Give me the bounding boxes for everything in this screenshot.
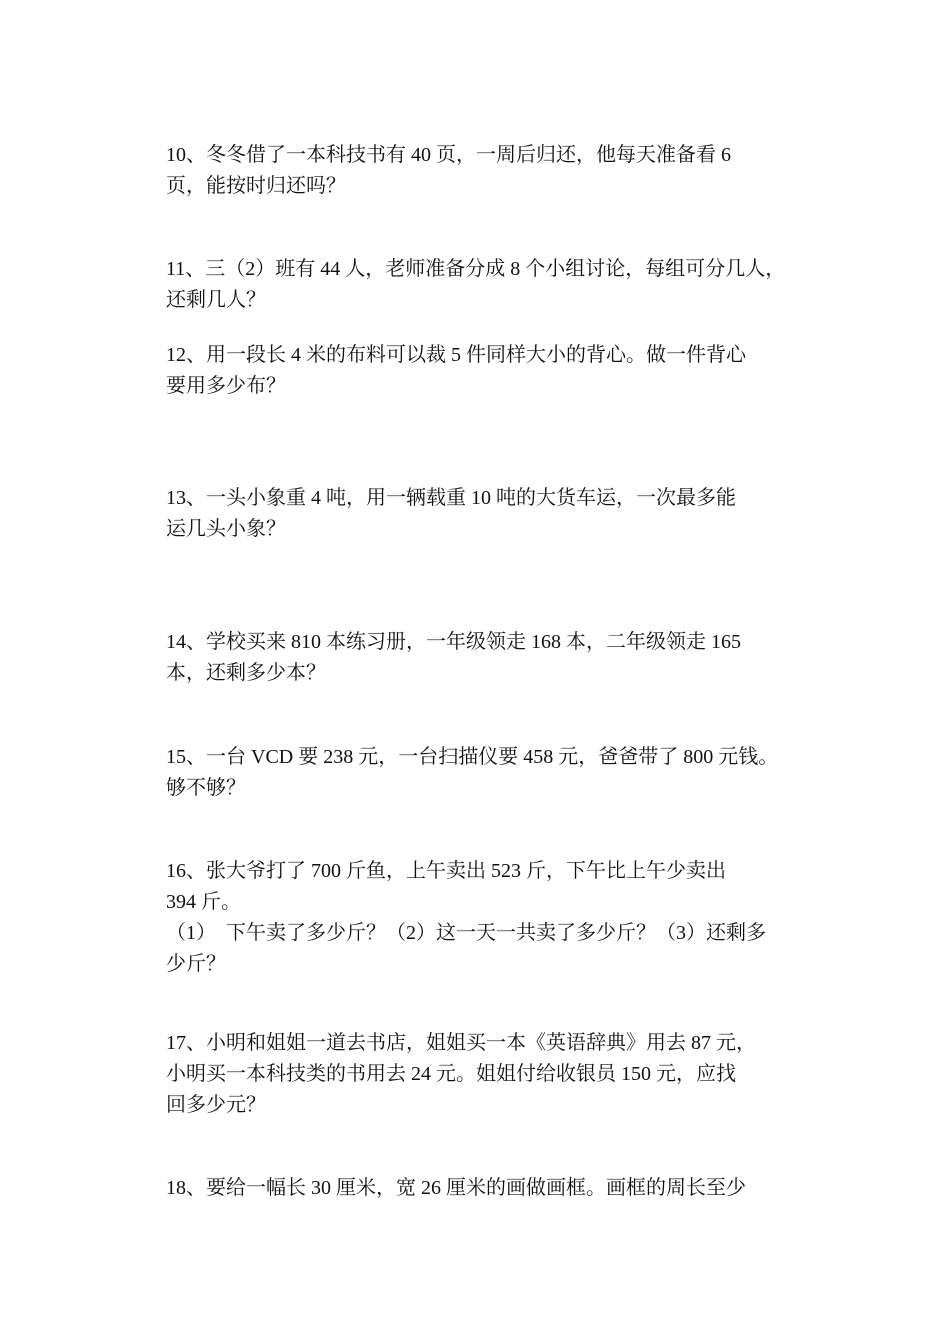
problem-line: 要用多少布？ <box>166 375 286 397</box>
problem-12 <box>166 340 816 402</box>
problem-line: 11、三（2）班有 44 人，老师准备分成 8 个小组讨论，每组可分几人， <box>166 258 786 280</box>
problem-line: 14、学校买来 810 本练习册，一年级领走 168 本，二年级领走 165 <box>166 631 741 653</box>
problem-line: 小明买一本科技类的书用去 24 元。姐姐付给收银员 150 元，应找 <box>166 1063 736 1085</box>
problem-13 <box>166 483 816 545</box>
problem-line: 17、小明和姐姐一道去书店，姐姐买一本《英语辞典》用去 87 元， <box>166 1032 756 1054</box>
problem-line: （1） 下午卖了多少斤？（2）这一天一共卖了多少斤？（3）还剩多 <box>166 922 766 944</box>
problem-line: 13、一头小象重 4 吨，用一辆载重 10 吨的大货车运，一次最多能 <box>166 487 736 509</box>
problem-15 <box>166 742 816 804</box>
problem-16 <box>166 856 816 980</box>
problem-line: 运几头小象？ <box>166 518 286 540</box>
problem-10 <box>166 140 816 202</box>
problem-line: 回多少元？ <box>166 1094 266 1116</box>
problem-line: 少斤？ <box>166 953 226 975</box>
problem-line: 15、一台 VCD 要 238 元，一台扫描仪要 458 元，爸爸带了 800 元钱。 <box>166 746 779 768</box>
problem-line: 18、要给一幅长 30 厘米，宽 26 厘米的画做画框。画框的周长至少 <box>166 1177 746 1199</box>
problem-line: 还剩几人？ <box>166 289 266 311</box>
problem-11 <box>166 254 816 316</box>
problem-line: 16、张大爷打了 700 斤鱼，上午卖出 523 斤，下午比上午少卖出 <box>166 860 726 882</box>
problem-14 <box>166 627 816 689</box>
problem-17 <box>166 1028 816 1121</box>
problem-line: 够不够？ <box>166 777 246 799</box>
problem-line: 394 斤。 <box>166 891 241 913</box>
problem-18 <box>166 1173 816 1204</box>
problem-line: 12、用一段长 4 米的布料可以裁 5 件同样大小的背心。做一件背心 <box>166 344 746 366</box>
problem-line: 10、冬冬借了一本科技书有 40 页，一周后归还，他每天准备看 6 <box>166 144 731 166</box>
problem-line: 本，还剩多少本？ <box>166 662 326 684</box>
problem-line: 页，能按时归还吗？ <box>166 175 346 197</box>
